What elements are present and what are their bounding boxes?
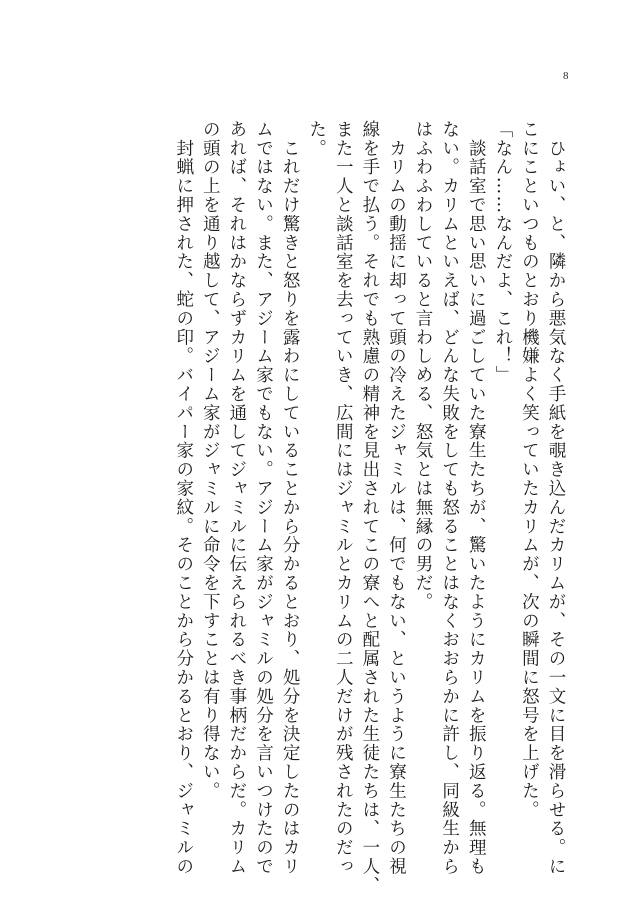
text-line: カリムの動揺に却って頭の冷えたジャミルは、何でもない、というように寮生たちの視: [386, 120, 407, 876]
text-line: 封蝋に押された、蛇の印。バイパー家の家紋。そのことから分かるとおり、ジャミルの: [173, 120, 194, 876]
text-line: 談話室で思い思いに過ごしていた寮生たちが、驚いたようにカリムを振り返る。無理も: [466, 120, 487, 876]
body-text: [59, 120, 569, 895]
text-line: 「なん……なんだよ、これ！」: [492, 120, 513, 385]
text-line: の頭の上を通り越して、アジーム家がジャミルに命令を下すことは有り得ない。: [200, 120, 221, 801]
page-number: 8: [563, 70, 569, 82]
text-line: はふわふわしていると言わしめる、怒気とは無縁の男だ。: [413, 120, 434, 612]
text-line: 線を手で払う。それでも熟慮の精神を見出されてこの寮へと配属された生徒たちは、一人、: [359, 120, 380, 895]
text-line: ない。カリムといえば、どんな失敗をしても怒ることはなくおおらかに許し、同級生から: [439, 120, 460, 876]
text-line: ムではない。また、アジーム家でもない。アジーム家がジャミルの処分を言いつけたので: [253, 120, 274, 876]
text-line: た。: [306, 120, 327, 158]
text-line: ひょい、と、隣から悪気なく手紙を覗き込んだカリムが、その一文に目を滑らせる。に: [546, 120, 566, 876]
text-line: こにこといつものとおり機嫌よく笑っていたカリムが、次の瞬間に怒号を上げた。: [519, 120, 540, 820]
text-line: また一人と談話室を去っていき、広間にはジャミルとカリムの二人だけが残されたのだっ: [333, 120, 354, 876]
text-line: あれば、それはかならずカリムを通してジャミルに伝えられるべき事柄だからだ。カリム: [226, 120, 247, 876]
text-line: これだけ驚きと怒りを露わにしていることから分かるとおり、処分を決定したのはカリ: [280, 120, 301, 876]
